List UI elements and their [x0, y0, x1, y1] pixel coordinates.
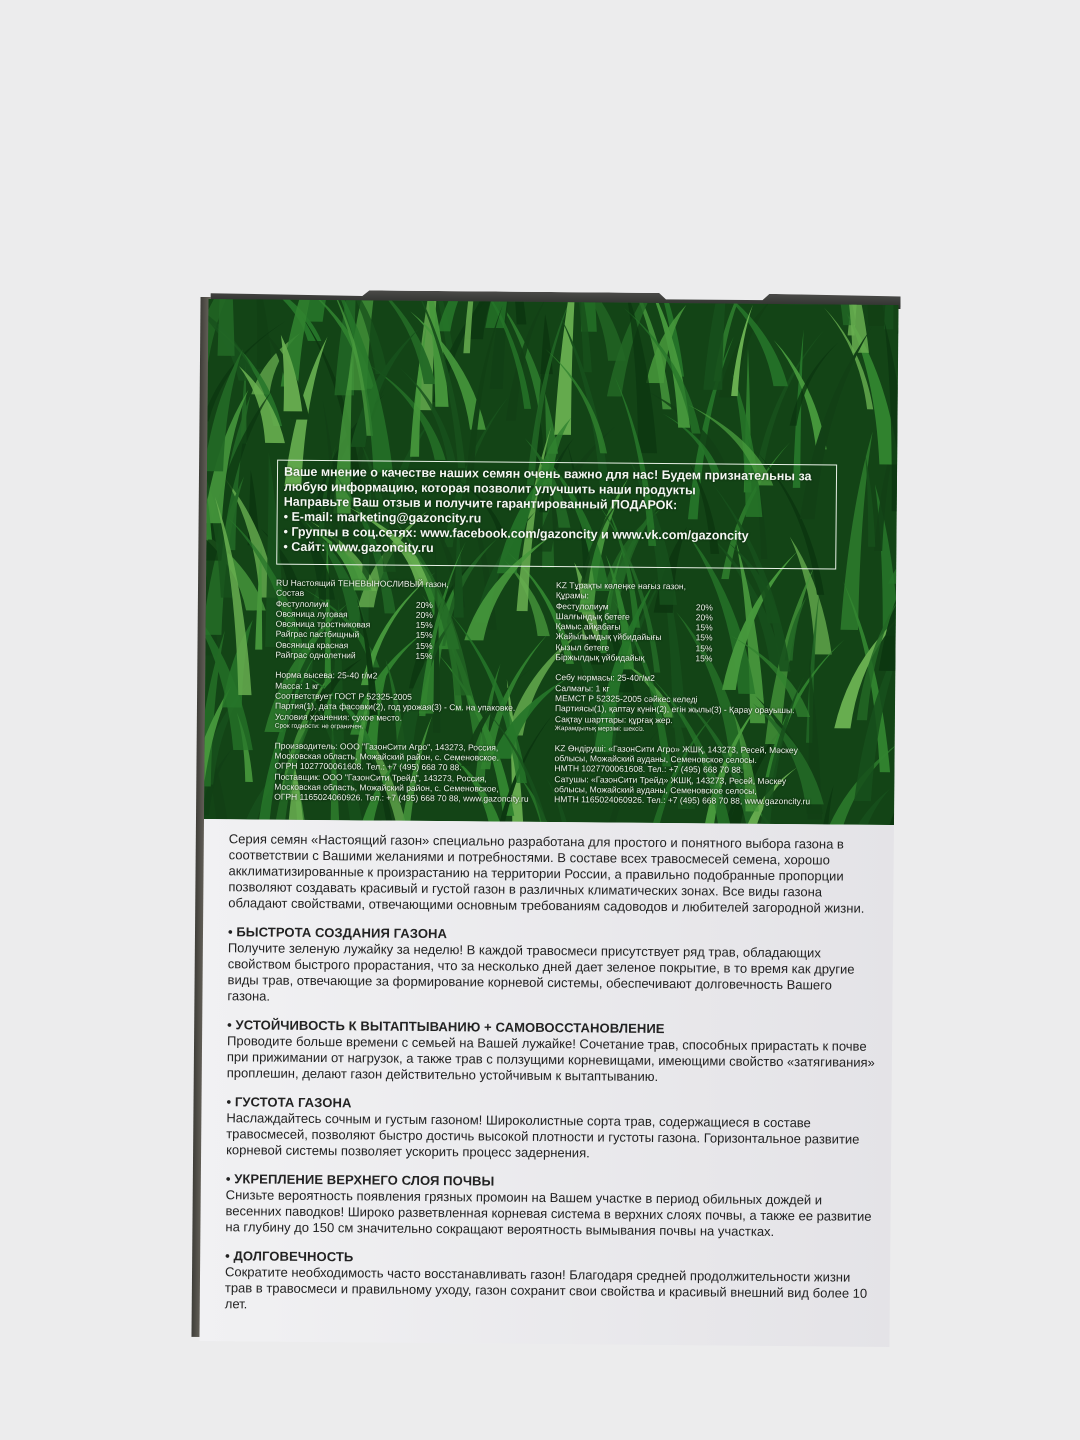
feedback-site: • Сайт: www.gazoncity.ru	[283, 539, 434, 556]
grass-percent: 15%	[415, 650, 433, 662]
ru-manufacturer: Московская область, Можайский район, с. Семеновское.	[274, 750, 500, 763]
feedback-social: • Группы в соц.сетях: www.facebook.com/gazoncity и www.vk.com/gazoncity	[283, 524, 749, 543]
ru-manufacturer: Производитель: ООО "ГазонСити Агро", 143273, Россия,	[274, 740, 499, 753]
feedback-line: Ваше мнение о качестве наших семян очень важно для нас! Будем признательны за	[283, 464, 812, 484]
description-text	[225, 831, 879, 1318]
kz-label-column	[554, 580, 846, 807]
grass-percent: 15%	[695, 632, 713, 643]
grass-percent: 20%	[415, 599, 433, 610]
kz-supplier: Сатушы: «ГазонСити Трейд» ЖШҚ, 143273, Ресей, Мәскеу	[554, 773, 787, 786]
grass-name: Овсяница красная	[275, 639, 349, 651]
section-title: • УКРЕПЛЕНИЕ ВЕРХНЕГО СЛОЯ ПОЧВЫ	[226, 1171, 876, 1193]
ru-label-column	[274, 578, 566, 805]
section-title: • ДОЛГОВЕЧНОСТЬ	[225, 1248, 875, 1270]
section-title: • УСТОЙЧИВОСТЬ К ВЫТАПТЫВАНИЮ + САМОВОССТАНОВЛЕНИЕ	[227, 1017, 877, 1039]
grass-name: Қамыс айқабағы	[555, 621, 621, 632]
grass-name: Шалғындық бетеге	[555, 610, 630, 622]
ru-manufacturer: ОГРН 1027700061608. Тел.: +7 (495) 668 70 88.	[274, 761, 462, 773]
ru-supplier: Поставщик: ООО "ГазонСити Трейд", 143273, Россия,	[274, 771, 487, 784]
kz-shelf-life: Жарамдылық мерзімі: шексіз.	[554, 724, 645, 733]
section-text: Сократите необходимость часто восстанавливать газон! Благодаря средней продолжительности жизни трав в травосмеси и правильному уходу, газон сохранит свои свойства и красивый внешний вид более 10 лет.	[224, 1264, 868, 1312]
section-title: • ГУСТОТА ГАЗОНА	[226, 1094, 876, 1116]
grass-percent: 15%	[695, 653, 713, 664]
kz-standard: МЕМСТ Р 52325-2005 сәйкес келеді	[555, 693, 698, 705]
kz-supplier: облысы, Можайский ауданы, Семеновское селосы,	[554, 784, 757, 796]
grass-name: Райграс пастбищный	[275, 629, 360, 640]
kz-manufacturer: НМТН 1027700061608. Тел.: +7 (495) 668 70 88.	[554, 763, 744, 776]
ru-supplier: ОГРН 1165024060926. Тел.: +7 (495) 668 70 88, www.gazoncity.ru	[274, 791, 529, 805]
ru-sowing-rate: Норма высева: 25-40 г/м2	[275, 670, 378, 681]
grass-name: Фестулолиум	[555, 600, 609, 612]
grass-name: Овсяница луговая	[275, 608, 348, 620]
grass-percent: 15%	[415, 630, 433, 641]
kz-title: KZ Тұрақты көлеңке нағыз газон,	[556, 580, 687, 592]
kz-storage: Сақтау шарттары: құрғақ жер.	[554, 713, 673, 725]
kz-manufacturer: облысы, Можайский ауданы, Семеновское селосы.	[554, 753, 757, 765]
kz-composition-list	[555, 601, 846, 665]
grass-percent: 15%	[695, 622, 713, 633]
ru-shelf-life: Срок годности: не ограничен.	[274, 722, 364, 731]
kz-batch: Партиясы(1), қаптау күнін(2), егін жылы(3) - Қарау орауышы.	[554, 703, 795, 716]
grass-percent: 20%	[695, 612, 713, 623]
grass-percent: 20%	[695, 601, 713, 613]
composition-row	[555, 652, 735, 664]
ru-mass: Масса: 1 кг	[275, 680, 319, 691]
grass-percent: 15%	[415, 620, 433, 631]
seed-box	[191, 289, 900, 1351]
grass-name: Қызыл бетеге	[555, 641, 610, 653]
grass-name: Райграс однолетний	[275, 649, 356, 661]
grass-name: Біржылдық үйбидайық	[555, 652, 645, 663]
ru-batch: Партия(1), дата фасовки(2), год урожая(3) - См. на упаковке.	[274, 700, 516, 713]
grass-name: Овсяница тростниковая	[275, 618, 371, 630]
ru-composition-label: Состав	[275, 587, 305, 599]
section-text: Проводите больше времени с семьей на Вашей лужайке! Сочетание трав, способных прирастать к почве при прижимании от нагрузок, а также трав с ползущими корневищами, имеющими свойство «затягивания» проплешин, делают газон действительно устойчивым к вытаптыванию.	[226, 1033, 875, 1084]
ru-supplier: Московская область, Можайский район, с. Семеновское,	[274, 781, 499, 794]
feedback-line: Направьте Ваш отзыв и получите гарантированный ПОДАРОК:	[283, 494, 678, 513]
kz-composition-label: Құрамы:	[555, 590, 589, 601]
ru-composition-list	[275, 598, 566, 662]
grass-percent: 15%	[415, 640, 433, 651]
ru-title: RU Настоящий ТЕНЕВЫНОСЛИВЫЙ газон,	[276, 577, 449, 590]
description-intro: Серия семян «Настоящий газон» специально разработана для простого и понятного выбора газона в соответствии с Вашими желаниями и потребностями. В составе всех травосмесей семена, хорошо акклиматизированные к произрастанию на территории России, а правильно подобранные пропорции позволяют создавать красивый и густой газон в различных климатических зонах. Все виды газона обладают свойствами, отвечающими основным требованиям садоводов и любителей загородной жизни.	[228, 831, 865, 916]
section-text: Наслаждайтесь сочным и густым газоном! Широколистные сорта трав, содержащиеся в составе травосмесей, позволяют быстро достичь высокой плотности и густоты газона. Горизонтальное развитие корневой системы позволяет ускорить процесс задернения.	[226, 1110, 860, 1161]
kz-supplier: НМТН 1165024060926. Тел.: +7 (495) 668 70 88, www.gazoncity.ru	[554, 794, 811, 807]
composition-row	[275, 650, 455, 662]
grass-name: Фестулолиум	[275, 598, 329, 609]
feedback-line: любую информацию, которая позволит улучшить наши продукты	[283, 479, 696, 498]
section-title: • БЫСТРОТА СОЗДАНИЯ ГАЗОНА	[228, 924, 878, 946]
section-text: Получите зеленую лужайку за неделю! В каждой травосмеси присутствует ряд трав, обладающих свойством быстрого прорастания, что за несколько дней дает зеленое покрытие, в то время как другие виды трав, отвечающие за формирование корневой системы, обеспечивают долговечность Вашего газона.	[227, 940, 855, 1004]
grass-panel	[204, 299, 899, 825]
kz-manufacturer: KZ Өндіруші: «ГазонСити Агро» ЖШҚ, 143273, Ресей, Мәскеу	[554, 742, 798, 756]
feedback-box	[276, 460, 837, 570]
section-text: Снизьте вероятность появления грязных промоин на Вашем участке в период обильных дождей и весенних паводков! Широко разветвленная корневая система в верхних слоях почвы, а также ее развитие на глубину до 150 см значительно сокращают вероятность вымывания почвы на участках.	[225, 1187, 872, 1240]
grass-name: Жайылымдық үйбидайығы	[555, 631, 662, 643]
grass-percent: 15%	[695, 643, 713, 654]
kz-sowing-rate: Себу нормасы: 25-40г/м2	[555, 672, 655, 684]
feedback-email: • E-mail: marketing@gazoncity.ru	[283, 509, 482, 526]
grass-percent: 20%	[415, 609, 433, 620]
ru-storage: Условия хранения: сухое место.	[274, 711, 403, 723]
description-panel	[199, 819, 894, 1347]
ru-standard: Соответствует ГОСТ Р 52325-2005	[275, 690, 412, 702]
kz-mass: Салмағы: 1 кг	[555, 682, 610, 694]
